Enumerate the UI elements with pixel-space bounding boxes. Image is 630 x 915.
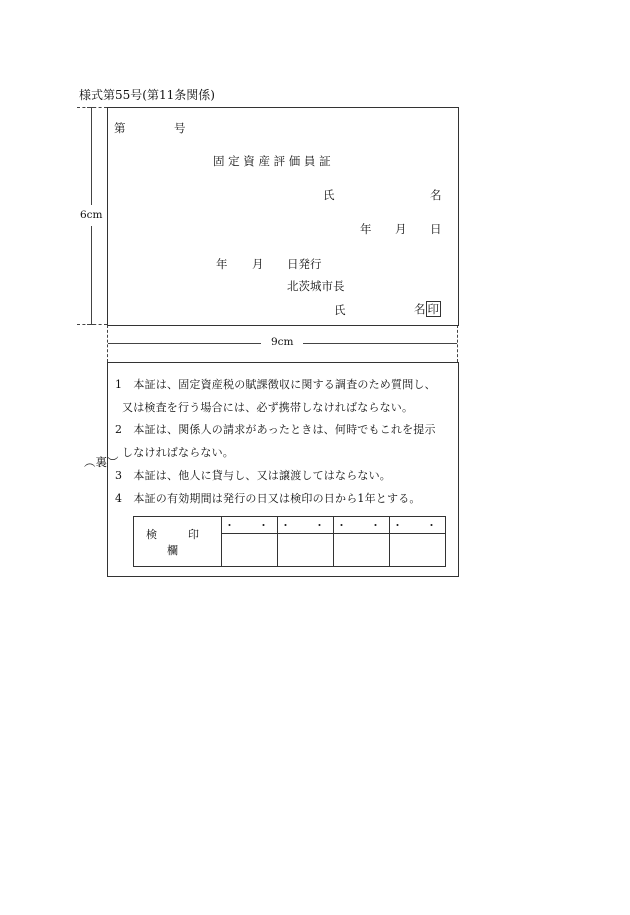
issuer-name-mei: 名 印 bbox=[414, 302, 439, 316]
inspection-label: 検 印 欄 bbox=[134, 517, 222, 567]
height-dimension-line-upper bbox=[91, 107, 92, 205]
item-1-line-1: 1 本証は、固定資産税の賦課徴収に関する調査のため質問し、 bbox=[115, 378, 436, 391]
holder-name-mei: 名 bbox=[430, 188, 442, 202]
birth-day-label: 日 bbox=[430, 222, 442, 236]
certificate-back bbox=[107, 362, 459, 577]
inspection-seal-cell-3 bbox=[334, 534, 390, 567]
width-dimension-line-right bbox=[303, 343, 457, 344]
seal-mark: 印 bbox=[427, 302, 439, 316]
item-2-line-1: 2 本証は、関係人の請求があったときは、何時でもこれを提示 bbox=[115, 423, 436, 436]
number-prefix: 第 bbox=[114, 121, 126, 135]
item-2-line-2: しなければならない。 bbox=[122, 446, 234, 459]
inspection-date-4: ・ ・ bbox=[390, 517, 446, 534]
inspection-date-3: ・ ・ bbox=[334, 517, 390, 534]
item-3: 3 本証は、他人に貸与し、又は譲渡してはならない。 bbox=[115, 469, 391, 482]
height-bottom-tick bbox=[87, 324, 95, 325]
number-suffix: 号 bbox=[174, 121, 186, 135]
holder-name-shi: 氏 bbox=[323, 188, 335, 202]
certificate-title: 固 定 資 産 評 価 員 証 bbox=[213, 154, 331, 168]
width-dimension-line-left bbox=[108, 343, 261, 344]
back-side-label: ︵裏︶ bbox=[84, 455, 119, 469]
birth-year-label: 年 bbox=[360, 222, 372, 236]
item-4: 4 本証の有効期間は発行の日又は検印の日から1年とする。 bbox=[115, 492, 421, 505]
item-1-line-2: 又は検査を行う場合には、必ず携帯しなければならない。 bbox=[122, 401, 414, 414]
inspection-seal-cell-4 bbox=[390, 534, 446, 567]
height-dimension-label: 6cm bbox=[77, 209, 106, 221]
certificate-front bbox=[107, 107, 459, 326]
height-dimension-line-lower bbox=[91, 226, 92, 324]
inspection-seal-cell-2 bbox=[278, 534, 334, 567]
right-width-guide bbox=[457, 325, 458, 362]
issue-month-label: 月 bbox=[252, 257, 264, 271]
issuer-title: 北茨城市長 bbox=[287, 279, 345, 293]
inspection-date-2: ・ ・ bbox=[278, 517, 334, 534]
issue-day-label: 日発行 bbox=[287, 257, 322, 271]
birth-month-label: 月 bbox=[395, 222, 407, 236]
issuer-name-shi: 氏 bbox=[334, 303, 346, 317]
width-dimension-label: 9cm bbox=[268, 336, 297, 348]
form-title: 様式第55号(第11条関係) bbox=[79, 88, 215, 102]
inspection-date-1: ・ ・ bbox=[222, 517, 278, 534]
inspection-table bbox=[133, 516, 446, 567]
issue-year-label: 年 bbox=[216, 257, 228, 271]
